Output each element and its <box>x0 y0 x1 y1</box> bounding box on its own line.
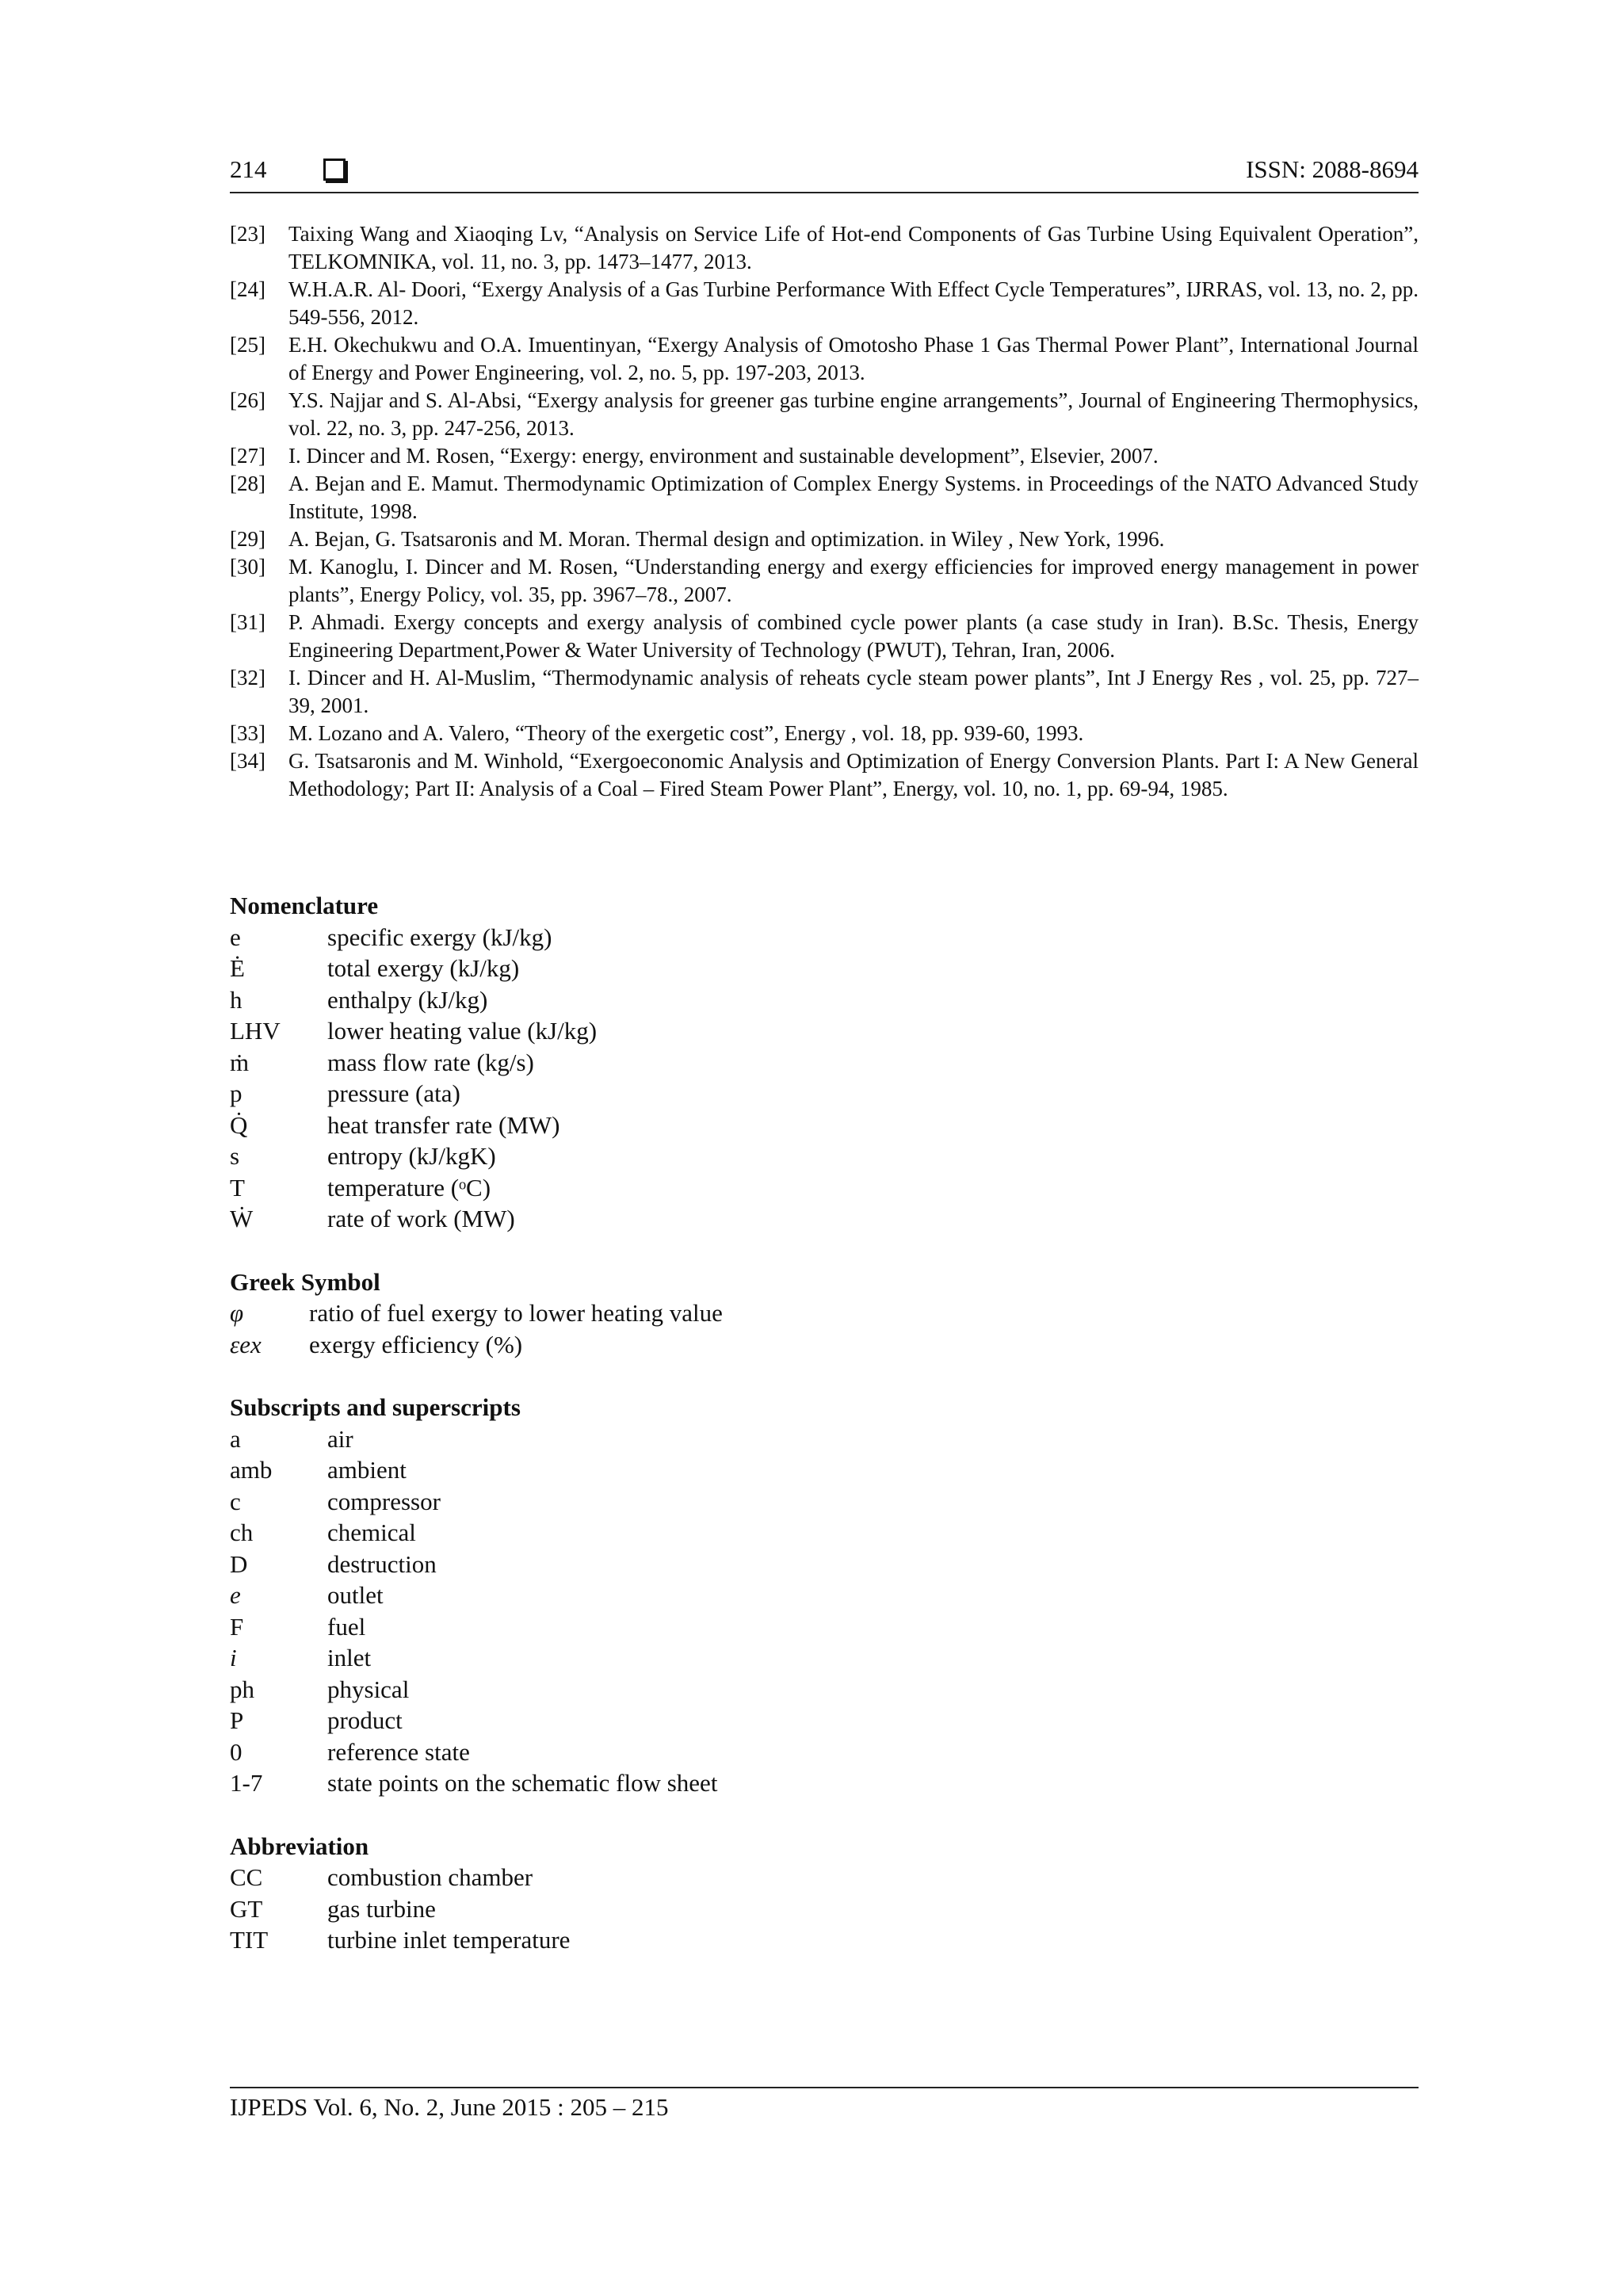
greek-row <box>230 1329 1419 1361</box>
reference-text: A. Bejan, G. Tsatsaronis and M. Moran. Thermal design and optimization. in Wiley , New York, 1996. <box>288 527 1165 551</box>
symbol: s <box>230 1142 240 1170</box>
reference-item <box>230 276 1419 331</box>
reference-number: [24] <box>230 277 265 301</box>
symbol: P <box>230 1706 244 1734</box>
reference-text: Y.S. Najjar and S. Al-Absi, “Exergy analysis for greener gas turbine engine arrangements”, Journal of Engineering Thermophysics, vol. 22, no. 3, pp. 247-256, 2013. <box>288 388 1419 440</box>
page-footer <box>230 2087 1419 2133</box>
symbol-description: air <box>327 1424 353 1453</box>
symbol-description: ratio of fuel exergy to lower heating value <box>309 1299 723 1327</box>
symbol-description: physical <box>327 1675 410 1703</box>
symbol-description: inlet <box>327 1644 372 1671</box>
nomenclature-row <box>230 922 1419 953</box>
symbol: ṁ <box>230 1048 250 1076</box>
symbol: h <box>230 985 242 1014</box>
reference-item <box>230 525 1419 553</box>
nomenclature-row <box>230 1078 1419 1110</box>
reference-item <box>230 470 1419 525</box>
reference-item <box>230 553 1419 609</box>
symbol-description: fuel <box>327 1612 366 1641</box>
subscript-row <box>230 1517 1419 1549</box>
symbol: φ <box>230 1299 244 1327</box>
symbol-description: rate of work (MW) <box>327 1205 515 1232</box>
reference-number: [32] <box>230 666 265 690</box>
symbol: D <box>230 1549 248 1578</box>
symbol-description: gas turbine <box>327 1894 436 1923</box>
nomenclature-row <box>230 984 1419 1016</box>
subscript-row <box>230 1767 1419 1799</box>
reference-item <box>230 609 1419 664</box>
symbol: TIT <box>230 1926 269 1954</box>
symbol: T <box>230 1173 245 1201</box>
reference-number: [25] <box>230 333 265 357</box>
reference-list <box>230 220 1419 803</box>
symbol-description: heat transfer rate (MW) <box>327 1110 560 1139</box>
subscripts-title: Subscripts and superscripts <box>230 1393 521 1421</box>
nomenclature-row <box>230 1172 1419 1204</box>
reference-number: [26] <box>230 388 265 412</box>
abbreviation-title: Abbreviation <box>230 1832 369 1860</box>
symbol: εex <box>230 1330 262 1358</box>
reference-text: M. Lozano and A. Valero, “Theory of the exergetic cost”, Energy , vol. 18, pp. 939-60, 1993. <box>288 721 1084 745</box>
nomenclature-row <box>230 1110 1419 1141</box>
symbol: ch <box>230 1519 254 1546</box>
subscript-row <box>230 1736 1419 1768</box>
subscript-row <box>230 1611 1419 1643</box>
subscript-row <box>230 1705 1419 1736</box>
abbreviation-row <box>230 1924 1419 1956</box>
issn-label: ISSN: 2088-8694 <box>1246 155 1419 183</box>
symbol: e <box>230 1581 241 1609</box>
reference-text: M. Kanoglu, I. Dincer and M. Rosen, “Understanding energy and exergy efficiencies for improved energy management in power plants”, Energy Policy, vol. 35, pp. 3967–78., 2007. <box>288 555 1419 606</box>
symbol-description: mass flow rate (kg/s) <box>327 1048 534 1076</box>
reference-number: [30] <box>230 555 265 579</box>
reference-number: [23] <box>230 222 265 246</box>
symbol: CC <box>230 1863 263 1891</box>
reference-number: [28] <box>230 472 265 495</box>
journal-citation: IJPEDS Vol. 6, No. 2, June 2015 : 205 – 215 <box>230 2093 669 2121</box>
greek-row <box>230 1297 1419 1329</box>
reference-text: E.H. Okechukwu and O.A. Imuentinyan, “Exergy Analysis of Omotosho Phase 1 Gas Thermal Power Plant”, International Journal of Energy and Power Engineering, vol. 2, no. 5, pp. 197-203, 2013. <box>288 333 1419 384</box>
symbol-description: compressor <box>327 1487 441 1515</box>
reference-text: G. Tsatsaronis and M. Winhold, “Exergoeconomic Analysis and Optimization of Energy Conversion Plants. Part I: A New General Methodology; Part II: Analysis of a Coal – Fired Steam Power Plant”, Energy, vol. 10, no. 1, pp. 69-94, 1985. <box>288 749 1419 800</box>
symbol: Ẇ <box>230 1205 254 1232</box>
symbol: GT <box>230 1894 263 1923</box>
reference-item <box>230 720 1419 747</box>
page-number: 214 <box>230 155 267 183</box>
symbol: LHV <box>230 1017 281 1045</box>
symbol-description: destruction <box>327 1549 437 1578</box>
greek-symbol-title: Greek Symbol <box>230 1267 380 1296</box>
reference-text: Taixing Wang and Xiaoqing Lv, “Analysis on Service Life of Hot-end Components of Gas Turbine Using Equivalent Operation”, TELKOMNIKA, vol. 11, no. 3, pp. 1473–1477, 2013. <box>288 222 1419 273</box>
symbol-description: pressure (ata) <box>327 1079 460 1107</box>
nomenclature-row <box>230 1015 1419 1047</box>
reference-number: [33] <box>230 721 265 745</box>
symbol-description: chemical <box>327 1519 416 1546</box>
subscript-row <box>230 1642 1419 1674</box>
symbol: p <box>230 1079 242 1107</box>
reference-item <box>230 664 1419 720</box>
symbol: a <box>230 1424 241 1453</box>
reference-number: [31] <box>230 610 265 634</box>
nomenclature-section <box>230 890 1419 1956</box>
nomenclature-row <box>230 1203 1419 1235</box>
symbol: ph <box>230 1675 254 1703</box>
symbol-description: product <box>327 1706 403 1734</box>
reference-number: [27] <box>230 444 265 468</box>
symbol: e <box>230 923 241 951</box>
symbol: 1-7 <box>230 1769 263 1797</box>
reference-item <box>230 747 1419 803</box>
reference-number: [34] <box>230 749 265 773</box>
reference-text: W.H.A.R. Al- Doori, “Exergy Analysis of a Gas Turbine Performance With Effect Cycle Temperatures”, IJRRAS, vol. 13, no. 2, pp. 549-556, 2012. <box>288 277 1419 329</box>
subscript-row <box>230 1454 1419 1486</box>
symbol-description: combustion chamber <box>327 1863 533 1891</box>
square-bullet-icon <box>323 159 346 181</box>
subscript-row <box>230 1580 1419 1611</box>
symbol-description: ambient <box>327 1456 407 1484</box>
symbol-description: reference state <box>327 1737 470 1766</box>
reference-text: I. Dincer and H. Al-Muslim, “Thermodynamic analysis of reheats cycle steam power plants”, Int J Energy Res , vol. 25, pp. 727–39, 2001. <box>288 666 1419 717</box>
symbol-description: lower heating value (kJ/kg) <box>327 1017 598 1045</box>
symbol: amb <box>230 1456 273 1484</box>
reference-item <box>230 331 1419 387</box>
symbol-description: exergy efficiency (%) <box>309 1330 523 1358</box>
symbol: i <box>230 1644 237 1671</box>
nomenclature-title: Nomenclature <box>230 892 379 919</box>
subscript-row <box>230 1486 1419 1518</box>
reference-number: [29] <box>230 527 265 551</box>
subscript-row <box>230 1549 1419 1580</box>
symbol: F <box>230 1612 244 1641</box>
subscript-row <box>230 1423 1419 1455</box>
reference-item <box>230 387 1419 442</box>
symbol: Q̇ <box>230 1110 248 1139</box>
reference-text: A. Bejan and E. Mamut. Thermodynamic Optimization of Complex Energy Systems. in Proceedings of the NATO Advanced Study Institute, 1998. <box>288 472 1419 523</box>
symbol-description: turbine inlet temperature <box>327 1926 571 1954</box>
nomenclature-row <box>230 1047 1419 1079</box>
abbreviation-row <box>230 1893 1419 1925</box>
symbol: 0 <box>230 1737 242 1766</box>
symbol-description: outlet <box>327 1581 384 1609</box>
nomenclature-row <box>230 1140 1419 1172</box>
symbol-description: entropy (kJ/kgK) <box>327 1142 496 1170</box>
reference-item <box>230 220 1419 276</box>
symbol-description: enthalpy (kJ/kg) <box>327 985 488 1014</box>
reference-text: I. Dincer and M. Rosen, “Exergy: energy, environment and sustainable development”, Elsevier, 2007. <box>288 444 1159 468</box>
symbol-description: specific exergy (kJ/kg) <box>327 923 552 951</box>
abbreviation-row <box>230 1862 1419 1893</box>
symbol-description: state points on the schematic flow sheet <box>327 1769 718 1797</box>
nomenclature-row <box>230 953 1419 984</box>
page-header <box>230 152 1419 193</box>
symbol: Ė <box>230 954 245 982</box>
reference-text: P. Ahmadi. Exergy concepts and exergy analysis of combined cycle power plants (a case study in Iran). B.Sc. Thesis, Energy Engineering Department,Power & Water University of Technology (PWUT), Tehran, Iran, 2006. <box>288 610 1419 662</box>
symbol: c <box>230 1487 241 1515</box>
reference-item <box>230 442 1419 470</box>
symbol-description: temperature (ᵒC) <box>327 1173 491 1201</box>
subscript-row <box>230 1674 1419 1706</box>
symbol-description: total exergy (kJ/kg) <box>327 954 520 982</box>
